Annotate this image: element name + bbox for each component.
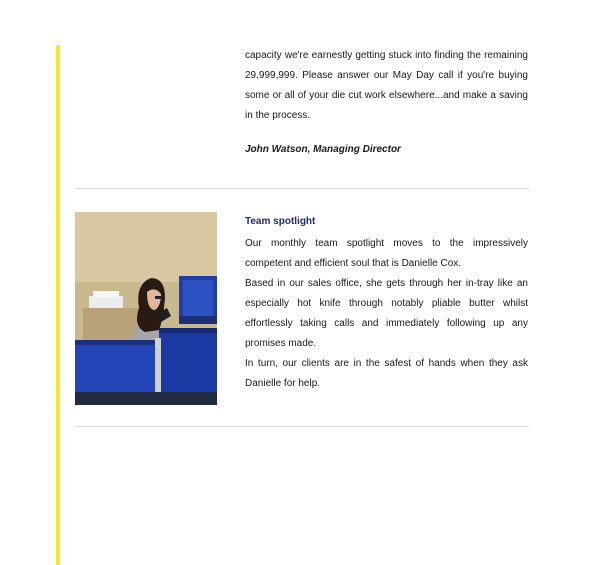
team-spotlight-heading: Team spotlight [245, 216, 316, 227]
team-spotlight-paragraph [245, 234, 528, 394]
spotlight-line-1: Our monthly team spotlight moves to the impressively competent [245, 238, 528, 269]
spotlight-line-8: Danielle for help. [245, 378, 321, 389]
letter-closing [245, 46, 528, 157]
letter-line-1: capacity we're earnestly getting stuck into finding the remaining [245, 50, 528, 61]
letter-line-2: 29,999,999. Please answer our May Day call if you're buying [245, 70, 528, 81]
spotlight-line-3: Based in our sales office, she gets through her in-tray like an [245, 278, 528, 289]
accent-bar [56, 45, 60, 565]
spotlight-line-5: effortlessly taking calls and immediately following up any [245, 318, 528, 329]
section-divider [75, 426, 529, 427]
team-spotlight-section [245, 214, 528, 394]
letter-line-4: the process. [255, 110, 311, 121]
spotlight-line-4: especially hot knife through notably pliable butter whilst [245, 298, 528, 309]
letter-paragraph [245, 46, 528, 126]
letter-line-3: some or all of your die cut work elsewhere...and make a saving in [245, 90, 528, 121]
spotlight-line-6: promises made. [245, 338, 317, 349]
section-divider [75, 188, 529, 189]
spotlight-line-7: In turn, our clients are in the safest of hands when they ask [245, 358, 528, 369]
office-photo-illustration [75, 212, 217, 405]
signature: John Watson, Managing Director [245, 144, 401, 155]
spotlight-line-2: and efficient soul that is Danielle Cox. [294, 258, 462, 269]
team-member-photo [75, 212, 217, 405]
